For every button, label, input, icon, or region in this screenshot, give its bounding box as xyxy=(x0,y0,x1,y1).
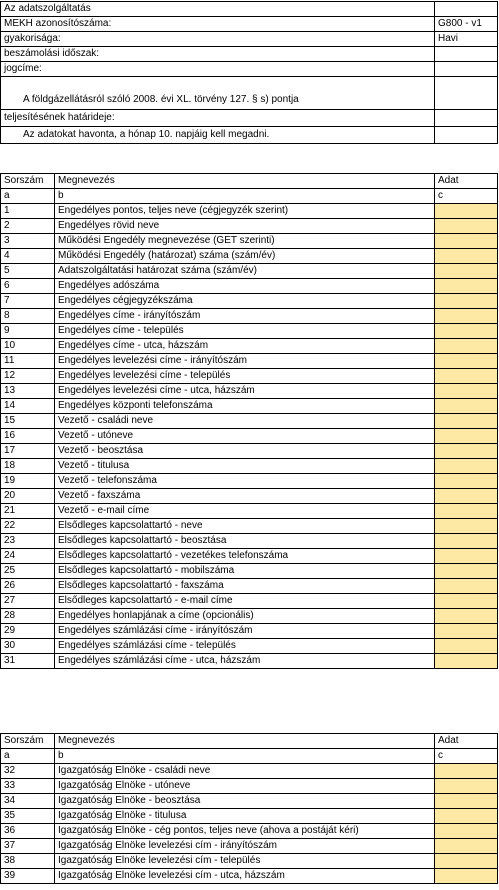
data-input-cell[interactable] xyxy=(435,444,498,459)
table-row xyxy=(1,309,498,324)
table-row xyxy=(1,639,498,654)
data-input-cell[interactable] xyxy=(435,839,498,854)
header-row xyxy=(1,32,498,47)
row-number: 17 xyxy=(1,444,55,459)
row-number: 29 xyxy=(1,624,55,639)
header-value: G800 - v1 xyxy=(435,17,498,32)
table-row xyxy=(1,279,498,294)
data-input-cell[interactable] xyxy=(435,809,498,824)
header-row xyxy=(1,127,498,144)
table-row xyxy=(1,399,498,414)
row-number: 22 xyxy=(1,519,55,534)
row-label: Engedélyes címe - utca, házszám xyxy=(55,339,435,354)
header-row xyxy=(1,2,498,17)
row-number: 34 xyxy=(1,794,55,809)
column-header-row xyxy=(1,734,498,749)
data-input-cell[interactable] xyxy=(435,309,498,324)
row-label: Vezető - telefonszáma xyxy=(55,474,435,489)
row-label: Engedélyes címe - irányítószám xyxy=(55,309,435,324)
row-label: Engedélyes számlázási címe - település xyxy=(55,639,435,654)
row-label: Működési Engedély megnevezése (GET szerinti) xyxy=(55,234,435,249)
row-label: Elsődleges kapcsolattartó - mobilszáma xyxy=(55,564,435,579)
row-label: Vezető - családi neve xyxy=(55,414,435,429)
data-input-cell[interactable] xyxy=(435,324,498,339)
data-input-cell[interactable] xyxy=(435,624,498,639)
row-label: Elsődleges kapcsolattartó - faxszáma xyxy=(55,579,435,594)
table-row xyxy=(1,444,498,459)
data-input-cell[interactable] xyxy=(435,414,498,429)
row-number: 27 xyxy=(1,594,55,609)
row-label: Engedélyes levelezési címe - irányítószám xyxy=(55,354,435,369)
header-row xyxy=(1,17,498,32)
row-number: 13 xyxy=(1,384,55,399)
table-row xyxy=(1,579,498,594)
row-label: Igazgatóság Elnöke - beosztása xyxy=(55,794,435,809)
table-row xyxy=(1,549,498,564)
row-number: 33 xyxy=(1,779,55,794)
row-label: Igazgatóság Elnöke - titulusa xyxy=(55,809,435,824)
header-label: gyakorisága: xyxy=(1,32,435,47)
row-label: Engedélyes pontos, teljes neve (cégjegyzék szerint) xyxy=(55,204,435,219)
table-row xyxy=(1,249,498,264)
header-value xyxy=(435,127,498,144)
table-row xyxy=(1,824,498,839)
data-input-cell[interactable] xyxy=(435,339,498,354)
table-1 xyxy=(0,173,498,669)
row-number: 16 xyxy=(1,429,55,444)
row-label: Engedélyes számlázási címe - irányítószám xyxy=(55,624,435,639)
table-row xyxy=(1,609,498,624)
data-input-cell[interactable] xyxy=(435,474,498,489)
row-label: Vezető - titulusa xyxy=(55,459,435,474)
col-sub-b: b xyxy=(55,749,435,764)
data-input-cell[interactable] xyxy=(435,854,498,869)
table-row xyxy=(1,414,498,429)
row-number: 18 xyxy=(1,459,55,474)
row-label: Igazgatóság Elnöke levelezési cím - utca, házszám xyxy=(55,869,435,884)
data-input-cell[interactable] xyxy=(435,549,498,564)
data-input-cell[interactable] xyxy=(435,369,498,384)
data-input-cell[interactable] xyxy=(435,249,498,264)
table-row xyxy=(1,369,498,384)
row-label: Elsődleges kapcsolattartó - e-mail címe xyxy=(55,594,435,609)
row-number: 26 xyxy=(1,579,55,594)
row-number: 11 xyxy=(1,354,55,369)
header-value: Havi xyxy=(435,32,498,47)
report-header xyxy=(0,1,497,144)
table-row xyxy=(1,519,498,534)
table-row xyxy=(1,794,498,809)
row-number: 19 xyxy=(1,474,55,489)
row-number: 14 xyxy=(1,399,55,414)
row-label: Elsődleges kapcsolattartó - neve xyxy=(55,519,435,534)
data-input-cell[interactable] xyxy=(435,489,498,504)
row-label: Engedélyes honlapjának a címe (opcionális) xyxy=(55,609,435,624)
table-row xyxy=(1,294,498,309)
data-input-cell[interactable] xyxy=(435,234,498,249)
header-value xyxy=(435,110,498,127)
row-label: Elsődleges kapcsolattartó - vezetékes telefonszáma xyxy=(55,549,435,564)
row-label: Engedélyes címe - település xyxy=(55,324,435,339)
col-megnevezes: Megnevezés xyxy=(55,734,435,749)
row-label: Engedélyes központi telefonszáma xyxy=(55,399,435,414)
header-value xyxy=(435,77,498,110)
data-input-cell[interactable] xyxy=(435,564,498,579)
data-input-cell[interactable] xyxy=(435,609,498,624)
row-label: Elsődleges kapcsolattartó - beosztása xyxy=(55,534,435,549)
data-input-cell[interactable] xyxy=(435,764,498,779)
table-row xyxy=(1,264,498,279)
header-row xyxy=(1,47,498,62)
data-input-cell[interactable] xyxy=(435,579,498,594)
row-label: Vezető - faxszáma xyxy=(55,489,435,504)
table-row xyxy=(1,204,498,219)
row-label: Igazgatóság Elnöke levelezési cím - település xyxy=(55,854,435,869)
row-number: 32 xyxy=(1,764,55,779)
data-input-cell[interactable] xyxy=(435,279,498,294)
row-number: 35 xyxy=(1,809,55,824)
data-input-cell[interactable] xyxy=(435,794,498,809)
table-row xyxy=(1,869,498,884)
table-row xyxy=(1,354,498,369)
row-number: 4 xyxy=(1,249,55,264)
row-label: Igazgatóság Elnöke levelezési cím - irányítószám xyxy=(55,839,435,854)
table-row xyxy=(1,839,498,854)
row-number: 31 xyxy=(1,654,55,669)
data-input-cell[interactable] xyxy=(435,779,498,794)
col-adat: Adat xyxy=(435,734,498,749)
row-number: 24 xyxy=(1,549,55,564)
table-row xyxy=(1,219,498,234)
header-value xyxy=(435,2,498,17)
row-number: 36 xyxy=(1,824,55,839)
table-row xyxy=(1,654,498,669)
table-row xyxy=(1,474,498,489)
row-number: 37 xyxy=(1,839,55,854)
table-row xyxy=(1,489,498,504)
col-adat: Adat xyxy=(435,174,498,189)
column-subheader-row xyxy=(1,749,498,764)
col-sub-c: c xyxy=(435,189,498,204)
table-row xyxy=(1,234,498,249)
table-row xyxy=(1,564,498,579)
data-input-cell[interactable] xyxy=(435,384,498,399)
row-label: Engedélyes adószáma xyxy=(55,279,435,294)
header-row xyxy=(1,110,498,127)
row-label: Engedélyes cégjegyzékszáma xyxy=(55,294,435,309)
row-number: 1 xyxy=(1,204,55,219)
table-row xyxy=(1,809,498,824)
row-number: 15 xyxy=(1,414,55,429)
row-label: Engedélyes rövid neve xyxy=(55,219,435,234)
header-value xyxy=(435,62,498,77)
col-sub-a: a xyxy=(1,749,55,764)
data-input-cell[interactable] xyxy=(435,429,498,444)
data-input-cell[interactable] xyxy=(435,824,498,839)
header-label: MEKH azonosítószáma: xyxy=(1,17,435,32)
column-header-row xyxy=(1,174,498,189)
row-number: 5 xyxy=(1,264,55,279)
table-row xyxy=(1,429,498,444)
data-input-cell[interactable] xyxy=(435,354,498,369)
data-input-cell[interactable] xyxy=(435,534,498,549)
table-2 xyxy=(0,733,498,884)
table-row xyxy=(1,854,498,869)
row-number: 30 xyxy=(1,639,55,654)
row-label: Engedélyes számlázási címe - utca, házszám xyxy=(55,654,435,669)
header-label: teljesítésének határideje: xyxy=(1,110,435,127)
col-sub-c: c xyxy=(435,749,498,764)
row-label: Engedélyes levelezési címe - utca, házszám xyxy=(55,384,435,399)
data-input-cell[interactable] xyxy=(435,294,498,309)
col-sorszam: Sorszám xyxy=(1,734,55,749)
data-input-cell[interactable] xyxy=(435,264,498,279)
data-table-2 xyxy=(0,733,497,884)
row-label: Működési Engedély (határozat) száma (szám/év) xyxy=(55,249,435,264)
table-row xyxy=(1,764,498,779)
header-text: Az adatokat havonta, a hónap 10. napjáig kell megadni. xyxy=(1,127,435,144)
row-number: 12 xyxy=(1,369,55,384)
row-label: Adatszolgáltatási határozat száma (szám/év) xyxy=(55,264,435,279)
header-table xyxy=(0,1,498,144)
data-input-cell[interactable] xyxy=(435,654,498,669)
row-label: Igazgatóság Elnöke - utóneve xyxy=(55,779,435,794)
row-number: 28 xyxy=(1,609,55,624)
row-label: Igazgatóság Elnöke - családi neve xyxy=(55,764,435,779)
col-sub-a: a xyxy=(1,189,55,204)
row-label: Vezető - e-mail címe xyxy=(55,504,435,519)
row-number: 21 xyxy=(1,504,55,519)
table-row xyxy=(1,504,498,519)
table-row xyxy=(1,534,498,549)
header-label: beszámolási időszak: xyxy=(1,47,435,62)
table-row xyxy=(1,324,498,339)
header-title: Az adatszolgáltatás xyxy=(1,2,435,17)
header-row xyxy=(1,62,498,77)
data-input-cell[interactable] xyxy=(435,459,498,474)
data-input-cell[interactable] xyxy=(435,219,498,234)
header-text: A földgázellátásról szóló 2008. évi XL. törvény 127. § s) pontja xyxy=(1,77,435,110)
data-table-1 xyxy=(0,173,497,669)
header-row xyxy=(1,77,498,110)
data-input-cell[interactable] xyxy=(435,399,498,414)
row-number: 9 xyxy=(1,324,55,339)
data-input-cell[interactable] xyxy=(435,639,498,654)
table-row xyxy=(1,459,498,474)
row-number: 10 xyxy=(1,339,55,354)
header-label: jogcíme: xyxy=(1,62,435,77)
data-input-cell[interactable] xyxy=(435,504,498,519)
row-label: Engedélyes levelezési címe - település xyxy=(55,369,435,384)
row-number: 7 xyxy=(1,294,55,309)
data-input-cell[interactable] xyxy=(435,204,498,219)
row-number: 6 xyxy=(1,279,55,294)
row-number: 39 xyxy=(1,869,55,884)
row-label: Vezető - beosztása xyxy=(55,444,435,459)
data-input-cell[interactable] xyxy=(435,869,498,884)
col-sorszam: Sorszám xyxy=(1,174,55,189)
header-value[interactable] xyxy=(435,47,498,62)
row-number: 25 xyxy=(1,564,55,579)
table-row xyxy=(1,384,498,399)
data-input-cell[interactable] xyxy=(435,519,498,534)
table-row xyxy=(1,779,498,794)
row-number: 2 xyxy=(1,219,55,234)
row-label: Vezető - utóneve xyxy=(55,429,435,444)
table-row xyxy=(1,339,498,354)
row-number: 23 xyxy=(1,534,55,549)
row-number: 38 xyxy=(1,854,55,869)
column-subheader-row xyxy=(1,189,498,204)
table-row xyxy=(1,594,498,609)
col-sub-b: b xyxy=(55,189,435,204)
row-number: 8 xyxy=(1,309,55,324)
col-megnevezes: Megnevezés xyxy=(55,174,435,189)
table-row xyxy=(1,624,498,639)
data-input-cell[interactable] xyxy=(435,594,498,609)
row-number: 20 xyxy=(1,489,55,504)
row-label: Igazgatóság Elnöke - cég pontos, teljes neve (ahova a postáját kéri) xyxy=(55,824,435,839)
row-number: 3 xyxy=(1,234,55,249)
